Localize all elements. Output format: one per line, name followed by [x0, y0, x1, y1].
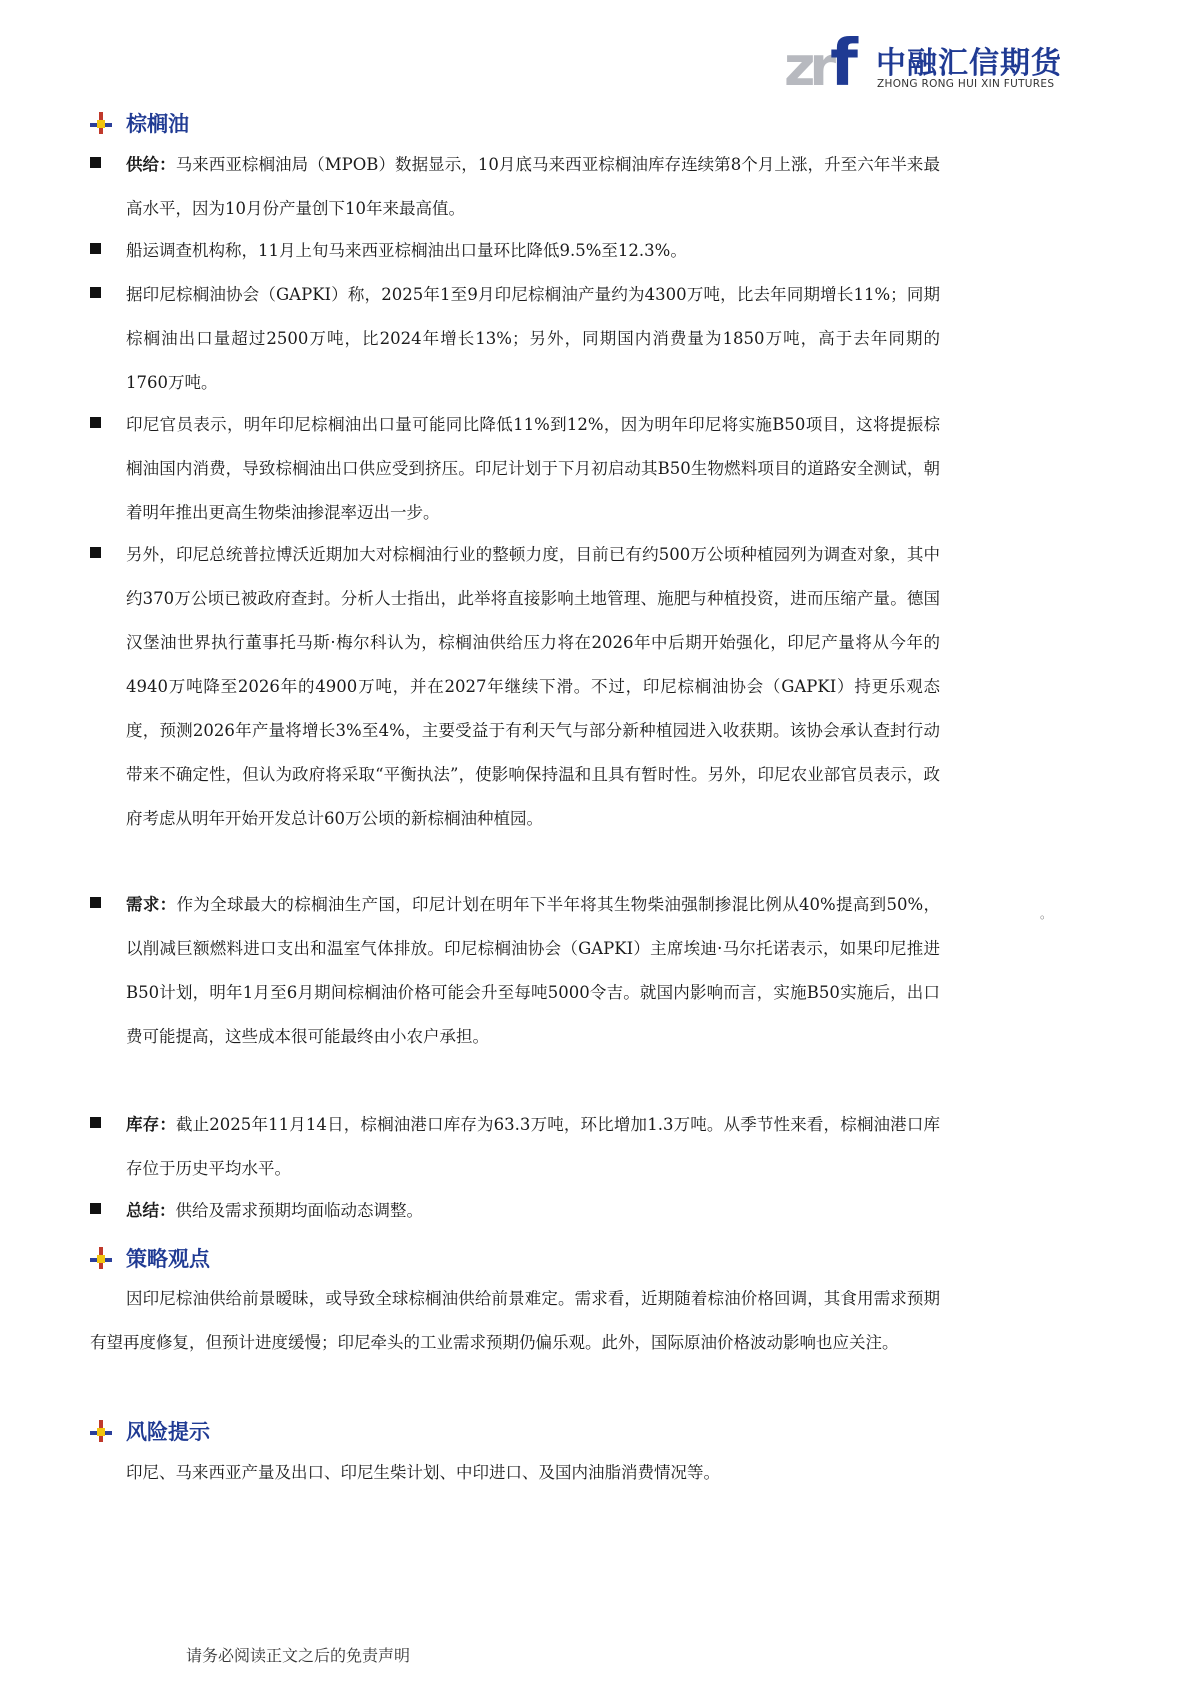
strategy-paragraph: 因印尼棕油供给前景暧昧，或导致全球棕榈油供给前景难定。需求看，近期随着棕油价格回调，其食用需求预期有望再度修复，但预计进度缓慢；印尼牵头的工业需求预期仍偏乐观。此外，国际原油价格波动影响也应关注。 — [90, 1289, 940, 1352]
item-text: 另外，印尼总统普拉博沃近期加大对棕榈油行业的整顿力度，目前已有约500万公顷种植园列为调查对象，其中约370万公顷已被政府查封。分析人士指出，此举将直接影响土地管理、施肥与种植投资，进而压缩产量。德国汉堡油世界执行董事托马斯·梅尔科认为，棕榈油供给压力将在2026年中后期开始强化，印尼产量将从今年的4940万吨降至2026年的4900万吨，并在2027年继续下滑。不过，印尼棕榈油协会（GAPKI）持更乐观态度，预测2026年产量将增长3%至4%，主要受益于有利天气与部分新种植园进入收获期。该协会承认查封行动带来不确定性，但认为政府将采取“平衡执法”，使影响保持温和且具有暂时性。另外，印尼农业部官员表示，政府考虑从明年开始开发总计60万公顷的新棕榈油种植园。 — [126, 545, 940, 828]
list-item — [90, 533, 940, 841]
list-item — [90, 1189, 940, 1233]
list-item — [90, 273, 940, 405]
square-bullet-icon — [90, 897, 101, 908]
section-heading-palm-oil — [90, 108, 189, 138]
square-bullet-icon — [90, 1117, 101, 1128]
section-heading-risk — [90, 1416, 210, 1446]
logo-mark: zrf — [784, 27, 852, 101]
list-item — [90, 1103, 940, 1191]
square-bullet-icon — [90, 157, 101, 168]
square-bullet-icon — [90, 287, 101, 298]
logo-english-name: ZHONG RONG HUI XIN FUTURES — [877, 78, 1055, 90]
section-title: 棕榈油 — [126, 112, 189, 136]
section-title: 策略观点 — [126, 1247, 210, 1271]
item-text: 作为全球最大的棕榈油生产国，印尼计划在明年下半年将其生物柴油强制掺混比例从40%提高到50%，以削减巨额燃料进口支出和温室气体排放。印尼棕榈油协会（GAPKI）主席埃迪·马尔托诺表示，如果印尼推进B50计划，明年1月至6月期间棕榈油价格可能会升至每吨5000令吉。就国内影响而言，实施B50实施后，出口费可能提高，这些成本很可能最终由小农户承担。 — [126, 895, 940, 1046]
item-label: 总结： — [126, 1201, 176, 1220]
square-bullet-icon — [90, 547, 101, 558]
item-text: 船运调查机构称，11月上旬马来西亚棕榈油出口量环比降低9.5%至12.3%。 — [126, 241, 687, 260]
list-item — [90, 143, 940, 231]
cross-bullet-icon — [90, 1420, 112, 1442]
list-item — [90, 883, 940, 1059]
item-label: 库存： — [126, 1115, 176, 1134]
company-logo — [784, 27, 1062, 101]
item-label: 需求： — [126, 895, 177, 914]
logo-chinese-name: 中融汇信期货 — [876, 46, 1062, 81]
list-item — [90, 229, 940, 273]
cross-bullet-icon — [90, 1247, 112, 1269]
cross-bullet-icon — [90, 112, 112, 134]
item-text: 马来西亚棕榈油局（MPOB）数据显示，10月底马来西亚棕榈油库存连续第8个月上涨，升至六年半来最高水平，因为10月份产量创下10年来最高值。 — [126, 155, 940, 218]
item-text: 供给及需求预期均面临动态调整。 — [175, 1201, 423, 1220]
item-text: 据印尼棕榈油协会（GAPKI）称，2025年1至9月印尼棕榈油产量约为4300万吨，比去年同期增长11%；同期棕榈油出口量超过2500万吨，比2024年增长13%；另外，同期国内消费量为1850万吨，高于去年同期的1760万吨。 — [126, 285, 940, 392]
list-item — [90, 403, 940, 535]
section-title: 风险提示 — [126, 1420, 210, 1444]
square-bullet-icon — [90, 243, 101, 254]
item-text: 截止2025年11月14日，棕榈油港口库存为63.3万吨，环比增加1.3万吨。从季节性来看，棕榈油港口库存位于历史平均水平。 — [126, 1115, 940, 1178]
item-label: 供给： — [126, 155, 176, 174]
section-heading-strategy — [90, 1243, 210, 1273]
square-bullet-icon — [90, 1203, 101, 1214]
risk-paragraph: 印尼、马来西亚产量及出口、印尼生柴计划、中印进口、及国内油脂消费情况等。 — [126, 1463, 720, 1482]
item-text: 印尼官员表示，明年印尼棕榈油出口量可能同比降低11%到12%，因为明年印尼将实施B50项目，这将提振棕榈油国内消费，导致棕榈油出口供应受到挤压。印尼计划于下月初启动其B50生物燃料项目的道路安全测试，朝着明年推出更高生物柴油掺混率迈出一步。 — [126, 415, 940, 522]
square-bullet-icon — [90, 417, 101, 428]
stray-mark: 。 — [1040, 907, 1053, 921]
disclaimer-footer: 请务必阅读正文之后的免责声明 — [186, 1646, 411, 1665]
